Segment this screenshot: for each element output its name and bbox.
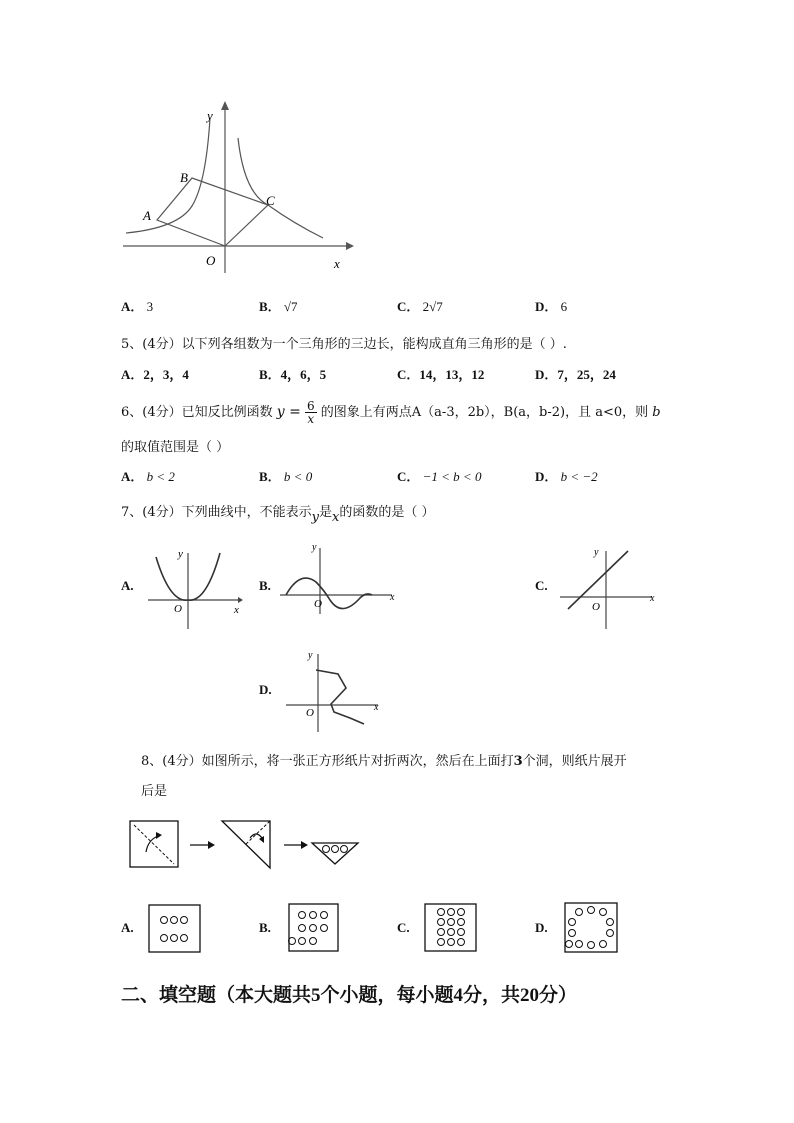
q4-point-a-label: A (143, 208, 151, 223)
q7-stem-post: 的函数的是（ ） (339, 505, 435, 520)
q7b-origin-label: O (314, 598, 322, 610)
q4-left-branch (126, 118, 210, 233)
q8c-hole (438, 919, 445, 926)
q8a-hole (171, 935, 178, 942)
q7-graph-d[interactable] (286, 648, 386, 733)
q7b-x-label: x (390, 592, 395, 603)
q6-option-b[interactable] (259, 466, 312, 485)
q6-option-letter: C． (397, 469, 420, 484)
q8a-hole (181, 935, 188, 942)
q7-graph-c[interactable] (560, 545, 665, 630)
q4-origin-label: O (206, 253, 216, 268)
q8-option-b-figure[interactable] (286, 903, 340, 953)
q8c-hole (448, 929, 455, 936)
q8d-hole (588, 942, 595, 949)
q7-label-a[interactable]: A. (121, 578, 134, 593)
q6-stem-post: 的图象上有两点A（a-3，2b），B(a，b-2)，且 a<0，则 (320, 405, 649, 420)
q5-option-value: 4，6，5 (280, 367, 327, 382)
q8b-hole (310, 925, 317, 932)
q7d-y-label: y (308, 650, 313, 661)
q8b-hole (299, 925, 306, 932)
section2-mid: 个小题，每小题 (320, 984, 454, 1006)
fold-step1-arrowhead-icon (156, 832, 162, 839)
q6-stem-line2: 的取值范围是（ ） (121, 440, 230, 455)
q7-stem (121, 501, 435, 525)
q8c-hole (458, 929, 465, 936)
q8c-hole (438, 909, 445, 916)
q7b-curve (286, 578, 372, 608)
q6-option-value: b < −2 (560, 469, 598, 484)
q4-option-value: 3 (146, 299, 154, 314)
q8c-hole (458, 939, 465, 946)
section2-count: 5 (311, 985, 321, 1006)
q8d-hole (569, 930, 576, 937)
q8b-hole (299, 912, 306, 919)
q7-var-x: x (332, 510, 340, 525)
q4-point-b-label: B (180, 170, 188, 185)
q8c-hole (448, 909, 455, 916)
q7-graph-a[interactable] (148, 545, 248, 630)
fold-hole (341, 846, 348, 853)
q7a-origin-label: O (174, 603, 182, 615)
q8-label-c[interactable]: C. (397, 920, 410, 935)
q8b-hole (321, 925, 328, 932)
q6-func-num: 6 (307, 399, 315, 413)
q8d-hole (569, 919, 576, 926)
q4-point-c-label: C (266, 193, 275, 208)
q5-option-value: 2，3，4 (143, 367, 189, 382)
q8a-hole (161, 917, 168, 924)
fold-arrow1-head-icon (208, 841, 215, 849)
section2-total: 20 (520, 985, 540, 1006)
q8c-square (425, 904, 476, 951)
q8c-hole (458, 909, 465, 916)
q7-label-c[interactable]: C. (535, 578, 548, 593)
q4-option-d[interactable] (535, 296, 567, 315)
q7c-origin-label: O (592, 601, 600, 613)
q7-label-d[interactable]: D. (259, 682, 272, 697)
fold-step2-curved-arrow-icon (250, 834, 262, 838)
q8d-hole (576, 909, 583, 916)
q5-option-letter: A． (121, 367, 144, 382)
q8c-hole (448, 939, 455, 946)
q8-hole-count: 3 (513, 754, 523, 769)
q6-option-a[interactable] (121, 466, 175, 485)
q8-option-d-figure[interactable] (562, 902, 620, 954)
q8c-hole (458, 919, 465, 926)
q6-stem (121, 398, 661, 427)
q8b-hole (310, 938, 317, 945)
q7b-y-label: y (312, 542, 317, 553)
q5-option-b[interactable] (259, 364, 326, 383)
q8d-hole (607, 919, 614, 926)
q6-fraction (305, 400, 317, 425)
q8-label-a[interactable]: A. (121, 920, 134, 935)
q4-option-value: 6 (560, 299, 568, 314)
q4-option-value: √7 (283, 299, 298, 314)
q6-option-letter: A． (121, 469, 144, 484)
q8-stem-line1 (141, 750, 627, 769)
q8d-hole (566, 941, 573, 948)
fold-arrow2-head-icon (301, 841, 308, 849)
q8-fold-diagram (128, 818, 368, 873)
q4-option-letter: B． (259, 299, 281, 314)
q4-y-label: y (207, 108, 213, 123)
q6-option-letter: B． (259, 469, 281, 484)
q5-option-value: 7，25，24 (557, 367, 616, 382)
q8d-hole (600, 909, 607, 916)
q6-option-d[interactable] (535, 466, 598, 485)
q7-graph-b[interactable] (280, 540, 400, 615)
q6-func-den: x (307, 412, 315, 426)
q4-option-c[interactable] (397, 296, 443, 315)
q8-stem-post: 个洞，则纸片展开 (522, 754, 627, 769)
q8c-hole (438, 939, 445, 946)
section2-score: 4 (453, 985, 464, 1006)
q8-label-b[interactable]: B. (259, 920, 271, 935)
q6-option-c[interactable] (397, 466, 481, 485)
q8-stem-pre: 8、(4分）如图所示，将一张正方形纸片对折两次，然后在上面打 (141, 754, 514, 769)
q8-label-d[interactable]: D. (535, 920, 548, 935)
fold-hole (323, 846, 330, 853)
q5-option-d[interactable] (535, 364, 616, 383)
q6-option-letter: D． (535, 469, 558, 484)
q8-option-c-figure[interactable] (424, 903, 478, 953)
q8c-hole (438, 929, 445, 936)
q8a-hole (181, 917, 188, 924)
q6-option-value: b < 0 (283, 469, 313, 484)
q7d-origin-label: O (306, 707, 314, 719)
q8a-hole (171, 917, 178, 924)
q6-stem-var: b (652, 405, 661, 420)
q5-option-value: 14，13，12 (419, 367, 485, 382)
q5-stem: 5、(4分）以下列各组数为一个三角形的三边长，能构成直角三角形的是（ ）. (121, 337, 567, 352)
section2-title (121, 980, 577, 1007)
q7-var-y: y (311, 510, 319, 525)
q6-stem-pre: 6、(4分）已知反比例函数 (121, 405, 273, 420)
q4-option-b[interactable] (259, 296, 298, 315)
q8c-hole (448, 919, 455, 926)
section2-end: 分） (539, 984, 578, 1006)
q7-stem-mid: 是 (318, 505, 332, 520)
fold-step2-triangle (222, 821, 270, 868)
q7a-y-label: y (178, 548, 183, 560)
q7-label-b[interactable]: B. (259, 578, 271, 593)
q7d-curve (316, 670, 364, 724)
q5-option-a[interactable] (121, 364, 189, 383)
fold-hole (332, 846, 339, 853)
fold-step3-triangle (312, 843, 358, 864)
section2-mid2: 分，共 (463, 984, 521, 1006)
q8d-hole (600, 941, 607, 948)
q8d-hole (607, 930, 614, 937)
q7a-x-label: x (234, 604, 239, 616)
q5-option-letter: D． (535, 367, 558, 382)
q8a-square (149, 905, 200, 952)
q5-option-letter: B． (259, 367, 281, 382)
q8a-hole (161, 935, 168, 942)
q8d-hole (576, 941, 583, 948)
fold-step1-diagonal (134, 825, 174, 864)
q7a-x-arrow-icon (238, 597, 243, 603)
q4-option-letter: D． (535, 299, 558, 314)
q4-x-arrow-icon (346, 242, 354, 250)
q4-figure (118, 98, 358, 273)
section2-title-pre: 二、填空题（本大题共 (121, 984, 312, 1006)
q7c-y-label: y (594, 547, 599, 558)
fold-step2-dashed (246, 821, 270, 844)
q6-func-lhs: y = (276, 404, 301, 420)
q6-option-value: −1 < b < 0 (422, 469, 482, 484)
q7d-x-label: x (374, 702, 379, 713)
q5-option-letter: C． (397, 367, 420, 382)
q8b-hole (299, 938, 306, 945)
q8-option-a-figure[interactable] (148, 904, 202, 954)
q8-stem-line2: 后是 (141, 784, 168, 799)
q8d-hole (588, 907, 595, 914)
q4-x-label: x (334, 256, 340, 271)
q7-stem-pre: 7、(4分）下列曲线中，不能表示 (121, 505, 312, 520)
q5-option-c[interactable] (397, 364, 484, 383)
q6-option-value: b < 2 (146, 469, 175, 484)
q8b-hole (321, 912, 328, 919)
q8b-hole (310, 912, 317, 919)
q4-option-a[interactable] (121, 296, 153, 315)
q4-right-branch (238, 138, 323, 238)
q4-option-letter: A． (121, 299, 144, 314)
q4-y-arrow-icon (221, 101, 229, 110)
q7c-x-label: x (650, 593, 655, 604)
q4-option-letter: C． (397, 299, 420, 314)
q4-option-value: 2√7 (422, 299, 443, 314)
